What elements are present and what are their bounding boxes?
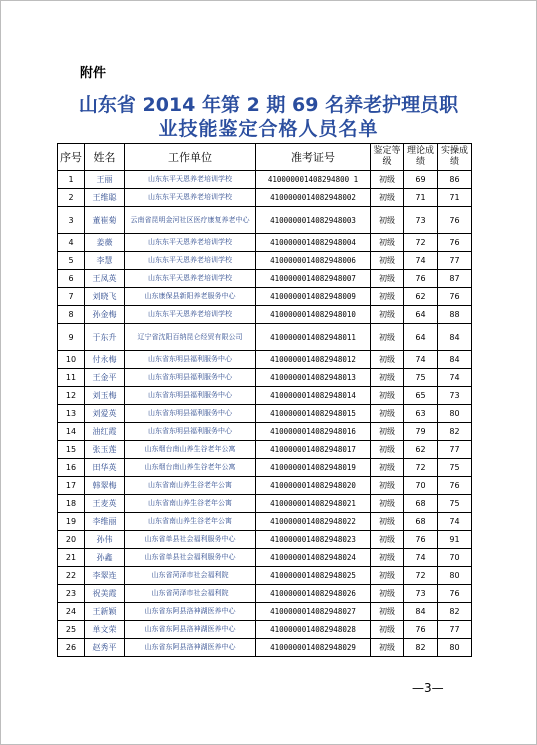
cell-name: 董崔菊 xyxy=(85,207,125,234)
table-row xyxy=(58,423,472,441)
cell-level: 初级 xyxy=(371,567,404,585)
cell-level: 初级 xyxy=(371,531,404,549)
cell-practice: 76 xyxy=(438,207,472,234)
cell-practice: 84 xyxy=(438,324,472,351)
table-row xyxy=(58,171,472,189)
cell-level: 初级 xyxy=(371,369,404,387)
cell-theory: 72 xyxy=(404,459,438,477)
cell-unit: 山东省东明县福利服务中心 xyxy=(125,387,256,405)
cell-level: 初级 xyxy=(371,513,404,531)
cell-unit: 山东省南山养生谷老年公寓 xyxy=(125,495,256,513)
cell-seq: 26 xyxy=(58,639,85,657)
cell-exam-no: 4100000014082948022 xyxy=(256,513,371,531)
table-row xyxy=(58,324,472,351)
cell-name: 李维丽 xyxy=(85,513,125,531)
cell-exam-no: 4100000014082948024 xyxy=(256,549,371,567)
cell-exam-no: 4100000014082948021 xyxy=(256,495,371,513)
header-name: 姓名 xyxy=(85,144,125,171)
cell-seq: 5 xyxy=(58,252,85,270)
cell-exam-no: 410000001408294800 1 xyxy=(256,171,371,189)
cell-unit: 山东东平天恩养老培训学校 xyxy=(125,234,256,252)
cell-unit: 山东烟台南山养生谷老年公寓 xyxy=(125,441,256,459)
cell-theory: 64 xyxy=(404,306,438,324)
cell-unit: 山东省东明县福利服务中心 xyxy=(125,369,256,387)
cell-theory: 74 xyxy=(404,549,438,567)
cell-name: 李慧 xyxy=(85,252,125,270)
cell-name: 付永梅 xyxy=(85,351,125,369)
table-row xyxy=(58,387,472,405)
cell-practice: 70 xyxy=(438,549,472,567)
cell-seq: 20 xyxy=(58,531,85,549)
cell-unit: 山东东平天恩养老培训学校 xyxy=(125,252,256,270)
cell-practice: 87 xyxy=(438,270,472,288)
table-row xyxy=(58,639,472,657)
cell-unit: 山东省东阿县洛神湖医养中心 xyxy=(125,603,256,621)
table-row xyxy=(58,531,472,549)
cell-practice: 86 xyxy=(438,171,472,189)
cell-level: 初级 xyxy=(371,639,404,657)
cell-unit: 山东省菏泽市社会福利院 xyxy=(125,585,256,603)
cell-practice: 84 xyxy=(438,351,472,369)
table-row xyxy=(58,603,472,621)
cell-unit: 云南省昆明金河社区医疗康复养老中心 xyxy=(125,207,256,234)
cell-theory: 70 xyxy=(404,477,438,495)
cell-level: 初级 xyxy=(371,189,404,207)
cell-level: 初级 xyxy=(371,288,404,306)
cell-name: 李翠连 xyxy=(85,567,125,585)
header-level: 鉴定等级 xyxy=(371,144,404,171)
table-row xyxy=(58,441,472,459)
cell-seq: 25 xyxy=(58,621,85,639)
cell-exam-no: 4100000014082948006 xyxy=(256,252,371,270)
annex-label: 附件 xyxy=(80,66,107,81)
cell-name: 孙鑫 xyxy=(85,549,125,567)
cell-practice: 74 xyxy=(438,369,472,387)
cell-unit: 山东省单县社会福利服务中心 xyxy=(125,531,256,549)
cell-exam-no: 4100000014082948023 xyxy=(256,531,371,549)
cell-seq: 11 xyxy=(58,369,85,387)
cell-theory: 64 xyxy=(404,324,438,351)
page-number: —3— xyxy=(412,681,444,695)
cell-name: 刘晓飞 xyxy=(85,288,125,306)
table-row xyxy=(58,189,472,207)
cell-level: 初级 xyxy=(371,234,404,252)
table-row xyxy=(58,459,472,477)
cell-level: 初级 xyxy=(371,270,404,288)
cell-practice: 75 xyxy=(438,495,472,513)
table-row xyxy=(58,252,472,270)
cell-level: 初级 xyxy=(371,405,404,423)
table-row xyxy=(58,495,472,513)
cell-exam-no: 4100000014082948015 xyxy=(256,405,371,423)
cell-exam-no: 4100000014082948019 xyxy=(256,459,371,477)
cell-practice: 77 xyxy=(438,621,472,639)
cell-theory: 62 xyxy=(404,441,438,459)
cell-name: 王金平 xyxy=(85,369,125,387)
cell-seq: 3 xyxy=(58,207,85,234)
header-practice: 实操成绩 xyxy=(438,144,472,171)
cell-unit: 山东东平天恩养老培训学校 xyxy=(125,171,256,189)
cell-theory: 74 xyxy=(404,252,438,270)
table-row xyxy=(58,405,472,423)
cell-practice: 80 xyxy=(438,639,472,657)
cell-exam-no: 4100000014082948011 xyxy=(256,324,371,351)
cell-name: 姜薇 xyxy=(85,234,125,252)
table-row xyxy=(58,234,472,252)
cell-level: 初级 xyxy=(371,324,404,351)
cell-seq: 19 xyxy=(58,513,85,531)
cell-theory: 73 xyxy=(404,585,438,603)
cell-exam-no: 4100000014082948026 xyxy=(256,585,371,603)
cell-level: 初级 xyxy=(371,351,404,369)
cell-seq: 21 xyxy=(58,549,85,567)
cell-unit: 山东东平天恩养老培训学校 xyxy=(125,189,256,207)
cell-theory: 84 xyxy=(404,603,438,621)
cell-exam-no: 4100000014082948012 xyxy=(256,351,371,369)
cell-exam-no: 4100000014082948004 xyxy=(256,234,371,252)
cell-seq: 9 xyxy=(58,324,85,351)
cell-name: 油红霞 xyxy=(85,423,125,441)
cell-theory: 65 xyxy=(404,387,438,405)
cell-seq: 2 xyxy=(58,189,85,207)
cell-name: 孙伟 xyxy=(85,531,125,549)
cell-level: 初级 xyxy=(371,171,404,189)
cell-practice: 76 xyxy=(438,234,472,252)
cell-exam-no: 4100000014082948017 xyxy=(256,441,371,459)
cell-practice: 80 xyxy=(438,405,472,423)
cell-unit: 山东省东明县福利服务中心 xyxy=(125,351,256,369)
cell-level: 初级 xyxy=(371,252,404,270)
cell-name: 王维聪 xyxy=(85,189,125,207)
cell-level: 初级 xyxy=(371,477,404,495)
cell-exam-no: 4100000014082948016 xyxy=(256,423,371,441)
cell-name: 田华英 xyxy=(85,459,125,477)
cell-theory: 79 xyxy=(404,423,438,441)
cell-unit: 山东省东明县福利服务中心 xyxy=(125,423,256,441)
cell-theory: 68 xyxy=(404,513,438,531)
cell-name: 于东升 xyxy=(85,324,125,351)
cell-exam-no: 4100000014082948025 xyxy=(256,567,371,585)
cell-seq: 6 xyxy=(58,270,85,288)
cell-level: 初级 xyxy=(371,585,404,603)
table-row xyxy=(58,621,472,639)
table-row xyxy=(58,351,472,369)
table-row xyxy=(58,306,472,324)
header-unit: 工作单位 xyxy=(125,144,256,171)
cell-practice: 76 xyxy=(438,585,472,603)
cell-unit: 山东省菏泽市社会福利院 xyxy=(125,567,256,585)
cell-practice: 73 xyxy=(438,387,472,405)
cell-level: 初级 xyxy=(371,549,404,567)
cell-name: 王麦英 xyxy=(85,495,125,513)
cell-theory: 73 xyxy=(404,207,438,234)
cell-seq: 13 xyxy=(58,405,85,423)
cell-seq: 17 xyxy=(58,477,85,495)
cell-exam-no: 4100000014082948009 xyxy=(256,288,371,306)
cell-exam-no: 4100000014082948003 xyxy=(256,207,371,234)
cell-exam-no: 4100000014082948010 xyxy=(256,306,371,324)
cell-seq: 22 xyxy=(58,567,85,585)
cell-practice: 91 xyxy=(438,531,472,549)
cell-name: 刘爱英 xyxy=(85,405,125,423)
cell-exam-no: 4100000014082948013 xyxy=(256,369,371,387)
cell-practice: 82 xyxy=(438,603,472,621)
cell-theory: 74 xyxy=(404,351,438,369)
cell-seq: 24 xyxy=(58,603,85,621)
document-title-line-1: 山东省 2014 年第 2 期 69 名养老护理员职 xyxy=(78,94,459,116)
cell-seq: 8 xyxy=(58,306,85,324)
cell-unit: 山东省东阿县洛神湖医养中心 xyxy=(125,621,256,639)
cell-name: 赵秀平 xyxy=(85,639,125,657)
cell-theory: 76 xyxy=(404,531,438,549)
table-row xyxy=(58,288,472,306)
cell-practice: 77 xyxy=(438,441,472,459)
cell-seq: 12 xyxy=(58,387,85,405)
cell-seq: 4 xyxy=(58,234,85,252)
cell-theory: 75 xyxy=(404,369,438,387)
cell-seq: 18 xyxy=(58,495,85,513)
cell-level: 初级 xyxy=(371,621,404,639)
cell-exam-no: 4100000014082948002 xyxy=(256,189,371,207)
table-row xyxy=(58,513,472,531)
cell-name: 王新颖 xyxy=(85,603,125,621)
cell-unit: 山东东平天恩养老培训学校 xyxy=(125,306,256,324)
cell-theory: 72 xyxy=(404,567,438,585)
header-theory: 理论成绩 xyxy=(404,144,438,171)
cell-seq: 23 xyxy=(58,585,85,603)
cell-theory: 72 xyxy=(404,234,438,252)
cell-exam-no: 4100000014082948029 xyxy=(256,639,371,657)
cell-practice: 77 xyxy=(438,252,472,270)
cell-seq: 16 xyxy=(58,459,85,477)
cell-name: 孙金梅 xyxy=(85,306,125,324)
cell-seq: 1 xyxy=(58,171,85,189)
cell-unit: 山东省东阿县洛神湖医养中心 xyxy=(125,639,256,657)
cell-level: 初级 xyxy=(371,306,404,324)
cell-practice: 76 xyxy=(438,288,472,306)
cell-practice: 71 xyxy=(438,189,472,207)
header-seq: 序号 xyxy=(58,144,85,171)
cell-name: 刘玉梅 xyxy=(85,387,125,405)
table-row xyxy=(58,270,472,288)
cell-seq: 7 xyxy=(58,288,85,306)
table-row xyxy=(58,369,472,387)
cell-practice: 75 xyxy=(438,459,472,477)
cell-seq: 15 xyxy=(58,441,85,459)
cell-level: 初级 xyxy=(371,423,404,441)
cell-name: 王丽 xyxy=(85,171,125,189)
cell-unit: 山东东平天恩养老培训学校 xyxy=(125,270,256,288)
cell-level: 初级 xyxy=(371,603,404,621)
cell-seq: 10 xyxy=(58,351,85,369)
table-row xyxy=(58,567,472,585)
cell-unit: 山东省南山养生谷老年公寓 xyxy=(125,477,256,495)
cell-unit: 辽宁省沈阳百纳昆仑经贸有限公司 xyxy=(125,324,256,351)
cell-exam-no: 4100000014082948028 xyxy=(256,621,371,639)
cell-exam-no: 4100000014082948027 xyxy=(256,603,371,621)
cell-exam-no: 4100000014082948007 xyxy=(256,270,371,288)
cell-unit: 山东省单县社会福利服务中心 xyxy=(125,549,256,567)
table-row xyxy=(58,549,472,567)
cell-unit: 山东康保县新阳养老服务中心 xyxy=(125,288,256,306)
cell-seq: 14 xyxy=(58,423,85,441)
cell-practice: 76 xyxy=(438,477,472,495)
cell-theory: 76 xyxy=(404,621,438,639)
cell-level: 初级 xyxy=(371,495,404,513)
cell-level: 初级 xyxy=(371,387,404,405)
cell-level: 初级 xyxy=(371,207,404,234)
cell-name: 祝美霞 xyxy=(85,585,125,603)
table-row xyxy=(58,477,472,495)
cell-exam-no: 4100000014082948020 xyxy=(256,477,371,495)
cell-practice: 82 xyxy=(438,423,472,441)
cell-theory: 71 xyxy=(404,189,438,207)
cell-name: 张玉莲 xyxy=(85,441,125,459)
cell-theory: 76 xyxy=(404,270,438,288)
table-row xyxy=(58,585,472,603)
cell-theory: 63 xyxy=(404,405,438,423)
table-header-row xyxy=(58,144,472,171)
cell-level: 初级 xyxy=(371,459,404,477)
cell-name: 单文荣 xyxy=(85,621,125,639)
qualified-personnel-table xyxy=(57,143,472,657)
cell-theory: 68 xyxy=(404,495,438,513)
document-title-line-2: 业技能鉴定合格人员名单 xyxy=(158,118,379,140)
cell-unit: 山东省南山养生谷老年公寓 xyxy=(125,513,256,531)
cell-exam-no: 4100000014082948014 xyxy=(256,387,371,405)
cell-name: 韩翠梅 xyxy=(85,477,125,495)
cell-practice: 80 xyxy=(438,567,472,585)
cell-name: 王凤英 xyxy=(85,270,125,288)
cell-practice: 88 xyxy=(438,306,472,324)
cell-unit: 山东省东明县福利服务中心 xyxy=(125,405,256,423)
table-row xyxy=(58,207,472,234)
cell-practice: 74 xyxy=(438,513,472,531)
cell-theory: 69 xyxy=(404,171,438,189)
cell-theory: 82 xyxy=(404,639,438,657)
cell-unit: 山东烟台南山养生谷老年公寓 xyxy=(125,459,256,477)
cell-theory: 62 xyxy=(404,288,438,306)
header-exam-no: 准考证号 xyxy=(256,144,371,171)
cell-level: 初级 xyxy=(371,441,404,459)
